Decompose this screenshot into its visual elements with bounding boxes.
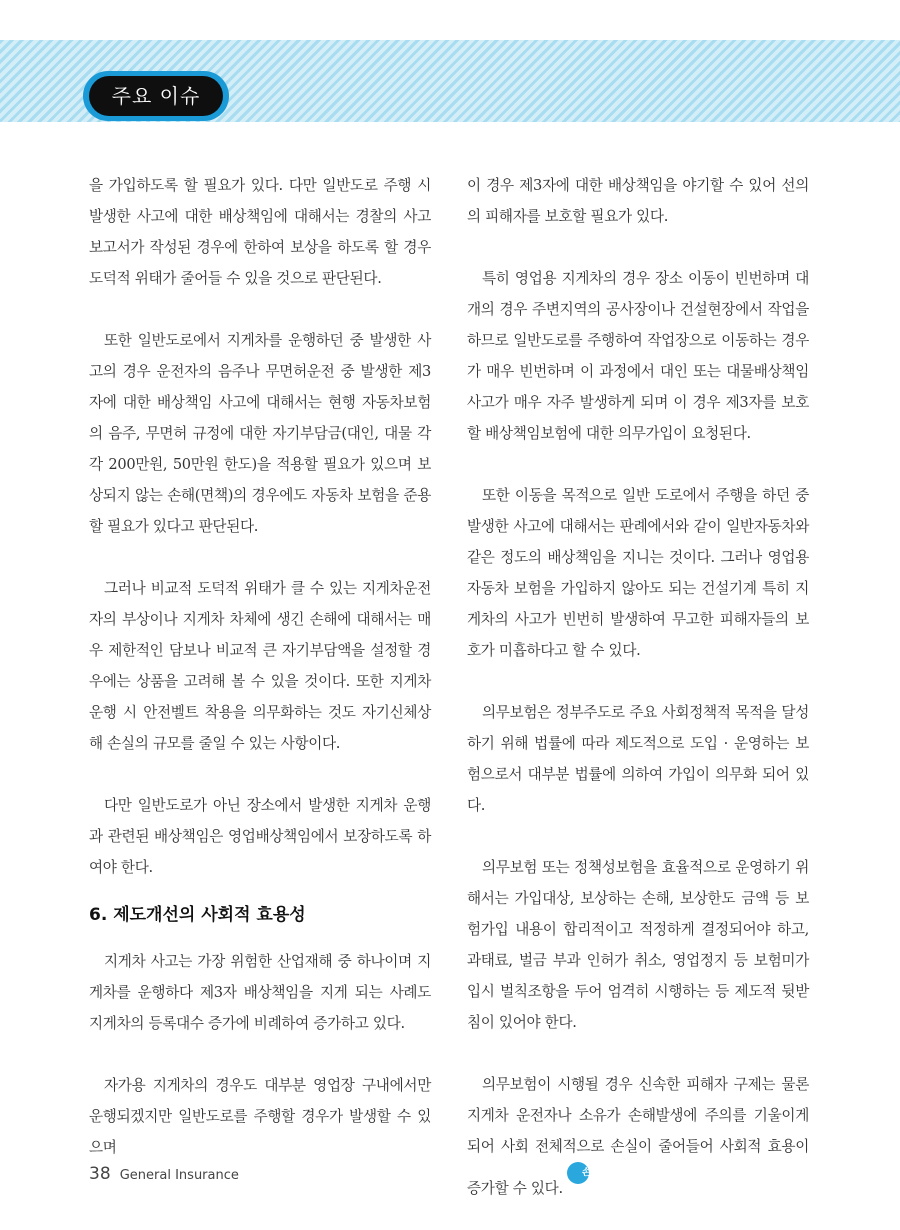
section-badge: 주요 이슈: [89, 76, 223, 116]
paragraph: 이 경우 제3자에 대한 배상책임을 야기할 수 있어 선의의 피해자를 보호할 필요가 있다.: [467, 177, 809, 225]
paragraph: 특히 영업용 지게차의 경우 장소 이동이 빈번하며 대개의 경우 주변지역의 공사장이나 건설현장에서 작업을 하므로 일반도로를 주행하여 작업장으로 이동하는 경우가 매우 빈번하며 이 과정에서 대인 또는 대물배상책임 사고가 매우 자주 발생하게 되며 이 경우 제3자를 보호할 배상책임보험에 대한 의무가입이 요청된다.: [467, 270, 809, 442]
end-mark-icon: 손보: [567, 1162, 589, 1184]
paragraph-text: 의무보험이 시행될 경우 신속한 피해자 구제는 물론 지게차 운전자나 소유가 손해발생에 주의를 기울이게 되어 사회 전체적으로 손실이 줄어들어 사회적 효용이 증가할 수 있다.: [467, 1076, 809, 1197]
paragraph: 지게차 사고는 가장 위험한 산업재해 중 하나이며 지게차를 운행하다 제3자 배상책임을 지게 되는 사례도 지게차의 등록대수 증가에 비례하여 증가하고 있다.: [89, 953, 431, 1032]
paragraph: 다만 일반도로가 아닌 장소에서 발생한 지게차 운행과 관련된 배상책임은 영업배상책임에서 보장하도록 하여야 한다.: [89, 797, 431, 876]
right-column: [467, 170, 809, 1204]
section-heading: 6. 제도개선의 사회적 효용성: [89, 905, 306, 925]
paragraph: 또한 이동을 목적으로 일반 도로에서 주행을 하던 중 발생한 사고에 대해서는 판례에서와 같이 일반자동차와 같은 정도의 배상책임을 지니는 것이다. 그러나 영업용 자동차 보험을 가입하지 않아도 되는 건설기계 특히 지게차의 사고가 빈번히 발생하여 무고한 피해자들의 보호가 미흡하다고 할 수 있다.: [467, 487, 809, 659]
paragraph: 그러나 비교적 도덕적 위태가 클 수 있는 지게차운전자의 부상이나 지게차 차체에 생긴 손해에 대해서는 매우 제한적인 담보나 비교적 큰 자기부담액을 설정할 경우에는 상품을 고려해 볼 수 있을 것이다. 또한 지게차 운행 시 안전벨트 착용을 의무화하는 것도 자기신체상해 손실의 규모를 줄일 수 있는 사항이다.: [89, 580, 431, 752]
paragraph: 의무보험 또는 정책성보험을 효율적으로 운영하기 위해서는 가입대상, 보상하는 손해, 보상한도 금액 등 보험가입 내용이 합리적이고 적정하게 결정되어야 하고, 과태료, 벌금 부과 인허가 취소, 영업정지 등 보험미가입시 벌칙조항을 두어 엄격히 시행하는 등 제도적 뒷받침이 있어야 한다.: [467, 859, 809, 1031]
paragraph-last: [467, 1069, 809, 1204]
paragraph: 을 가입하도록 할 필요가 있다. 다만 일반도로 주행 시 발생한 사고에 대한 배상책임에 대해서는 경찰의 사고보고서가 작성된 경우에 한하여 보상을 하도록 할 경우 도덕적 위태가 줄어들 수 있을 것으로 판단된다.: [89, 177, 431, 287]
page-footer: [89, 1164, 239, 1188]
paragraph: 의무보험은 정부주도로 주요 사회정책적 목적을 달성하기 위해 법률에 따라 제도적으로 도입 · 운영하는 보험으로서 대부분 법률에 의하여 가입이 의무화 되어 있다.: [467, 704, 809, 814]
paragraph: 또한 일반도로에서 지게차를 운행하던 중 발생한 사고의 경우 운전자의 음주나 무면허운전 중 발생한 제3자에 대한 배상책임 사고에 대해서는 현행 자동차보험의 음주, 무면허 규정에 대한 자기부담금(대인, 대물 각각 200만원, 50만원 한도)을 적용할 필요가 있으며 보상되지 않는 손해(면책)의 경우에도 자동차 보험을 준용할 필요가 있다고 판단된다.: [89, 332, 431, 535]
paragraph: 자가용 지게차의 경우도 대부분 영업장 구내에서만 운행되겠지만 일반도로를 주행할 경우가 발생할 수 있으며: [89, 1077, 431, 1156]
page-number: 38: [89, 1164, 111, 1184]
publication-name: General Insurance: [119, 1168, 239, 1183]
left-column: [89, 170, 431, 1163]
